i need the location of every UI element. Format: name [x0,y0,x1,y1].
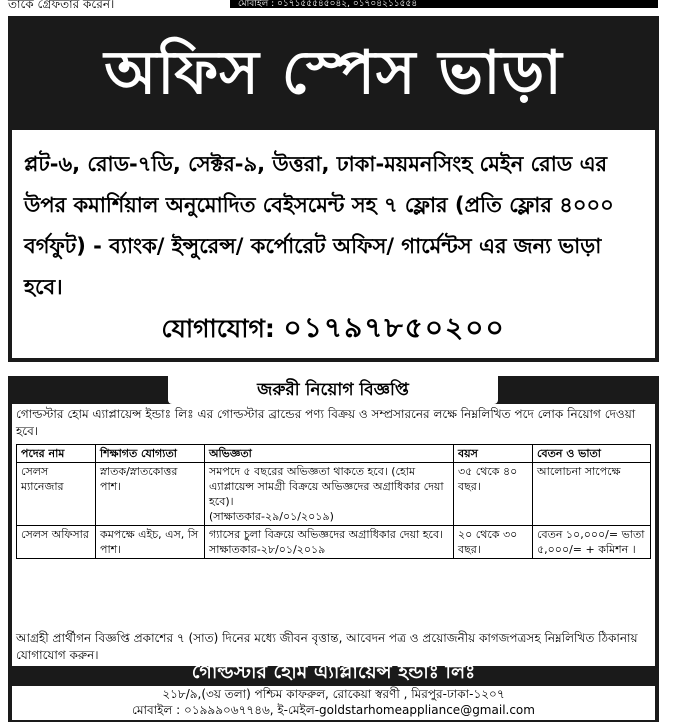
interview-date: (সাক্ষাতকার-২৯/০১/২০১৯) [209,510,334,523]
age-cell: ২০ থেকে ৩০ বছর। [454,526,533,559]
age-cell: ৩৫ থেকে ৪০ বছর। [454,463,533,526]
column-header: বয়স [454,445,533,463]
job-ad-header: জরুরী নিয়োগ বিজ্ঞপ্তি [168,376,498,404]
salary-cell: আলোচনা সাপেক্ষে [533,463,651,526]
job-ad-body [12,404,655,630]
experience-cell [205,463,454,526]
table-row [17,463,651,526]
company-footer [12,686,655,720]
office-ad-body [12,130,655,358]
previous-article-tail: তাকে গ্রেফতার করেন। [8,0,115,11]
salary-cell: বেতন ১০,০০০/= ভাতা ৫,০০০/= + কমিশন । [533,526,651,559]
contact-label: যোগাযোগ: [161,314,275,343]
office-ad-description: প্লট-৬, রোড-৭ডি, সেক্টর-৯, উত্তরা, ঢাকা-ময়মনসিংহ মেইন রোড এর উপর কমার্শিয়াল অনুমোদিত বেইসমেন্ট সহ ৭ ফ্লোর (প্রতি ফ্লোর ৪০০০ বর্গফুট) - ব্যাংক/ ইন্সুরেন্স/ কর্পোরেট অফিস/ গার্মেন্টস এর জন্য ভাড়া হবে। [24,152,614,299]
education-cell: কমপক্ষে এইচ, এস, সি পাশ। [96,526,205,559]
office-ad-contact [24,308,643,349]
company-contact: মোবাইল : ০১৯৯৯০৬৭৭৪৬, ই-মেইল-goldstarhomeappliance@gmail.com [132,703,535,717]
company-address: ২১৮/৯,(৩য় তলা) পশ্চিম কাফরুল, রোকেয়া স্বরণী , মিরপুর-ঢাকা-১২০৭ [162,687,505,701]
office-ad-title: অফিস স্পেস ভাড়া [104,38,563,108]
office-space-ad [8,16,659,362]
education-cell: স্নাতক/স্নাতকোত্তর পাশ। [96,463,205,526]
contact-phone: ০১৭৯৭৮৫০২০০ [283,311,506,344]
column-header: শিক্ষাগত যোগ্যতা [96,445,205,463]
experience-text: গ্যাসের চুলা বিক্রয়ে অভিজ্ঞদের অগ্রাধিকার দেয়া হবে। [209,528,444,541]
company-name: গোল্ডস্টার হোম এ্যাপ্লায়েন্স ইন্ডাঃ লিঃ [191,661,476,683]
table-row [17,526,651,559]
post-cell: সেলস অফিসার [17,526,96,559]
job-ad-intro: গোল্ডস্টার হোম এ্যাপ্লায়েন্স ইন্ডাঃ লিঃ এর গোল্ডস্টার ব্রান্ডের পণ্য বিক্রয় ও সম্প্রসারনের লক্ষে নিম্নলিখিত পদে লোক নিয়োগ দেওয়া হবে। [16,407,636,438]
interview-date: সাক্ষাতকার-২৮/০১/২০১৯ [209,543,326,556]
experience-text: সমপদে ৫ বছরের অভিজ্ঞতা থাকতে হবে। (হোম এ্যাপ্লায়েন্স সামগ্রী বিক্রয়ে অভিজ্ঞদের অগ্রাধিকার দেয়া হবে)। [209,465,444,508]
column-header: পদের নাম [17,445,96,463]
top-strip [0,0,675,14]
job-ad [8,376,659,722]
column-header: বেতন ও ভাতা [533,445,651,463]
jobs-table [16,444,651,559]
experience-cell [205,526,454,559]
apply-instructions: আগ্রহী প্রার্থীগন বিজ্ঞপ্তি প্রকাশের ৭ (সাত) দিনের মধ্যে জীবন বৃত্তান্ত, আবেদন পত্র ও প্রয়োজনীয় কাগজপত্রসহ নিম্নলিখিত ঠিকানায় যোগাযোগ করুন। [12,630,655,666]
previous-ad-phone: মোবাইল : ০১৭১৫৫৫৪৫০৪২, ০১৭০৪২১১৫৫৪ [230,0,658,8]
post-cell: সেলস ম্যানেজার [17,463,96,526]
table-header-row [17,445,651,463]
column-header: অভিজ্ঞতা [205,445,454,463]
